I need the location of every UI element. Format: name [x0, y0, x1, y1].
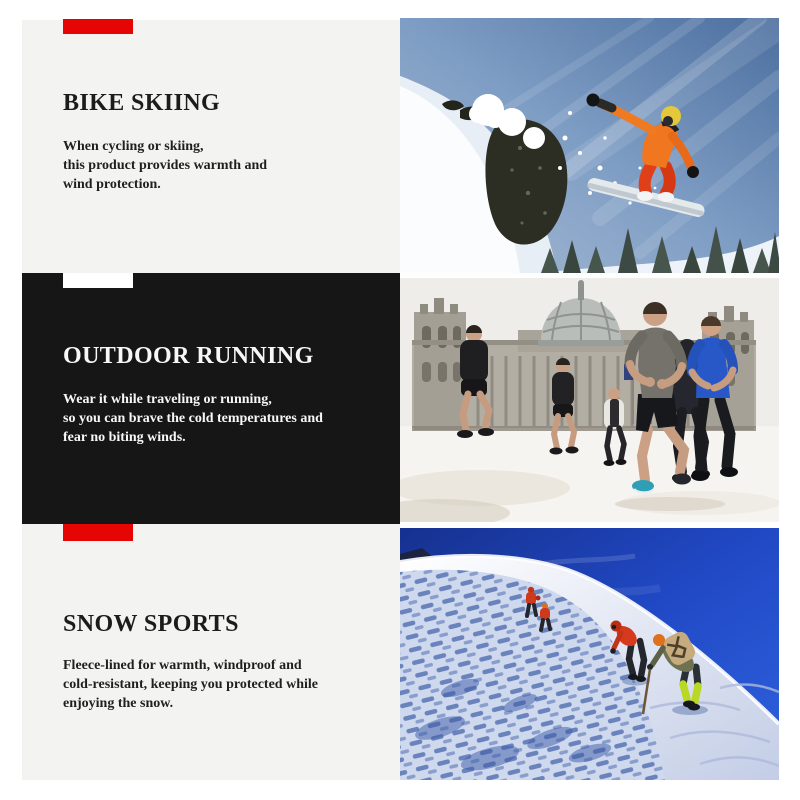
white-accent-bar	[63, 273, 133, 288]
body-line: Fleece-lined for warmth, windproof and	[63, 658, 302, 673]
body-bike-skiing	[63, 137, 383, 194]
title-bike-skiing: BIKE SKIING	[63, 90, 221, 116]
body-line: wind protection.	[63, 177, 161, 192]
snowboarder-illustration	[400, 18, 779, 273]
image-snow-sports	[400, 528, 779, 780]
body-line: cold-resistant, keeping you protected while	[63, 677, 318, 692]
text-panel-snow-sports	[22, 524, 400, 780]
runners-illustration	[400, 278, 779, 522]
body-line: enjoying the snow.	[63, 696, 174, 711]
text-panel-outdoor-running	[22, 273, 400, 524]
body-line: fear no biting winds.	[63, 430, 186, 445]
title-outdoor-running: OUTDOOR RUNNING	[63, 343, 314, 369]
image-outdoor-running	[400, 278, 779, 522]
title-snow-sports: SNOW SPORTS	[63, 611, 239, 637]
body-line: When cycling or skiing,	[63, 139, 204, 154]
text-panel-bike-skiing	[22, 20, 400, 273]
body-snow-sports	[63, 656, 383, 713]
red-accent-bar-top	[63, 19, 133, 34]
body-line: so you can brave the cold temperatures and	[63, 411, 323, 426]
image-bike-skiing	[400, 18, 779, 273]
body-line: this product provides warmth and	[63, 158, 268, 173]
body-outdoor-running	[63, 390, 383, 447]
climbers-illustration	[400, 528, 779, 780]
red-accent-bar-bottom	[63, 524, 133, 541]
body-line: Wear it while traveling or running,	[63, 392, 272, 407]
